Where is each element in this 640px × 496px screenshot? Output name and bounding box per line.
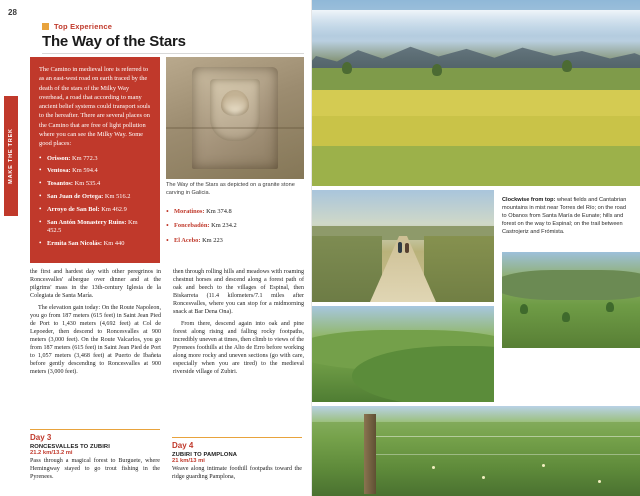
stone-seam xyxy=(166,127,304,129)
photo-rolling-hills xyxy=(312,306,494,402)
square-bullet-icon xyxy=(42,23,49,30)
day-distance: 21.2 km/13.2 mi xyxy=(30,450,73,457)
left-page xyxy=(0,0,312,496)
list-item xyxy=(166,222,304,230)
pilgrim-figure xyxy=(405,243,409,253)
place-detail: Km 234.2 xyxy=(211,222,237,230)
cloud-layer xyxy=(312,10,640,36)
body-text xyxy=(30,268,304,380)
pilgrim-figure xyxy=(398,242,402,253)
list-item xyxy=(39,167,151,175)
photo-green-valley xyxy=(502,252,640,348)
day-label: Day 3 xyxy=(30,433,52,443)
body-paragraph: then through rolling hills and meadows with roaming chestnut horses and descend along a forest path of oak and beech to the villages of Espinal, then Biskarreta (11.4 kilometers/7.1 miles after Roncesvalles, where you can stop for a midmorning snack at Bar Dena Ona). xyxy=(173,269,304,316)
title-divider xyxy=(42,53,304,54)
field-band xyxy=(312,146,640,186)
day-block-4 xyxy=(172,437,302,482)
place-detail: Km 594.4 xyxy=(72,167,98,175)
place-detail: Km 535.4 xyxy=(74,180,101,188)
place-name: Ermita San Nicolás: xyxy=(47,239,103,247)
callout-intro: The Camino in medieval lore is referred to as an east-west road on earth traced by the death of the stars of the Milky Way overhead, a road that according to many ancient belief systems could transport souls to the hereafter. There are several places on the Camino that are free of light pollution where you can see the Milky Way. Some good places: xyxy=(39,66,151,148)
caption-text: wheat fields and Cantabrian mountains in mist near Torres del Río; on the road to Obanos from Santa María de Eunate; hills and forest on the way to Espinal; on the trail between Castrojeriz and Frómista. xyxy=(502,197,627,236)
day-distance: 21 km/13 mi xyxy=(172,458,205,465)
section-kicker xyxy=(42,22,112,31)
tree-shape xyxy=(562,60,572,72)
page-title: The Way of the Stars xyxy=(42,33,186,50)
list-item xyxy=(39,180,151,188)
place-name: El Acebo: xyxy=(174,236,201,244)
list-item xyxy=(39,155,151,163)
caption-lead: Clockwise from top: xyxy=(502,197,556,203)
place-detail: Km 462.9 xyxy=(101,205,127,213)
body-paragraph: From there, descend again into oak and pine forest along rising and falling rocky footpaths, incredibly uneven at times, then climb to views of the Pyrenees foothills at the Alto de Erro before working along more rocky and uneven sections (go with care, especially when you are tired) to the medieval riverside village of Zubiri. xyxy=(173,321,304,376)
callout-place-list xyxy=(39,155,151,249)
list-item xyxy=(39,240,151,248)
wildflower xyxy=(482,476,485,479)
list-item xyxy=(39,193,151,201)
tree-shape xyxy=(562,312,570,322)
day-divider xyxy=(172,437,302,439)
place-name: San Antón Monastery Ruins: xyxy=(47,218,127,226)
wildflower xyxy=(432,466,435,469)
places-right-list xyxy=(166,208,304,251)
place-detail: Km 374.8 xyxy=(206,208,232,215)
list-item xyxy=(39,206,151,214)
fence-wire xyxy=(376,436,640,437)
body-paragraph: the first and hardest day with other peregrinos in Roncesvalles' albergue over dinner and at the pilgrims' mass in the 13th-century Iglesia de la Colegiata de Santa María. xyxy=(30,269,161,300)
place-detail: Km 452.5 xyxy=(47,218,138,234)
place-name: Orisson: xyxy=(47,154,71,162)
stone-photo-caption: The Way of the Stars as depicted on a granite stone carving in Galicia. xyxy=(166,182,295,196)
place-name: Foncebadón: xyxy=(174,222,210,230)
tree-shape xyxy=(520,304,528,314)
place-name: Tosantos: xyxy=(47,180,74,188)
place-name: Arroyo de San Bol: xyxy=(47,205,100,213)
tree-shape xyxy=(342,62,352,74)
mountain-range xyxy=(312,30,640,72)
fence-wire xyxy=(376,454,640,455)
fence-post xyxy=(364,414,376,494)
place-detail: Km 440 xyxy=(103,239,125,247)
tree-shape xyxy=(432,64,442,76)
day-block-3 xyxy=(30,429,160,482)
right-page xyxy=(312,0,640,496)
section-side-tab-label: MAKE THE TREK xyxy=(8,128,14,184)
list-item xyxy=(39,219,151,236)
place-name: San Juan de Ortega: xyxy=(47,193,104,201)
photo-meadow-fence-post xyxy=(312,406,640,496)
body-paragraph: The elevation gain today: On the Route Napoleon, you go from 187 meters (615 feet) in Saint Jean Pied de Port to 1,430 meters (4,692 feet) at Col de Lepoeder, then descend to Roncesvalles at 900 meters (3,000 feet). On the Route Valcarlos, you go from 187 meters (615 feet) in Saint Jean Pied de Port to 1,057 meters (3,468 feet) at Puerto de Ibañeta before gently descending to Roncesvalles at 900 meters (3,000 feet). xyxy=(30,305,161,376)
place-detail: Km 772.3 xyxy=(72,154,98,162)
place-detail: Km 516.2 xyxy=(104,193,131,201)
day-route: ZUBIRI TO PAMPLONA xyxy=(172,452,238,459)
scallop-shell-icon xyxy=(221,90,249,116)
grass-left xyxy=(312,236,382,302)
section-side-tab xyxy=(4,96,18,216)
stone-carving-photo xyxy=(166,57,304,179)
wildflower xyxy=(542,464,545,467)
list-item xyxy=(166,237,304,245)
place-name: Ventosa: xyxy=(47,167,71,175)
place-name: Moratinos: xyxy=(174,208,205,215)
photo-pilgrims-on-path xyxy=(312,190,494,302)
place-detail: Km 223 xyxy=(202,236,223,244)
day-route: RONCESVALLES TO ZUBIRI xyxy=(30,444,110,451)
ridge-shape xyxy=(502,270,640,300)
day-divider xyxy=(30,429,160,431)
day-description: Pass through a magical forest to Burguete, where Hemingway stayed to go trout fishing in the Pyrenees. xyxy=(30,458,160,481)
milky-way-callout xyxy=(30,57,160,263)
day-description: Weave along intimate foothill footpaths toward the ridge guarding Pamplona, xyxy=(172,466,302,481)
places-right-ul xyxy=(166,208,304,245)
grass-right xyxy=(424,236,494,302)
wildflower xyxy=(598,480,601,483)
photo-caption xyxy=(502,196,632,237)
day-label: Day 4 xyxy=(172,441,194,451)
kicker-label: Top Experience xyxy=(54,22,113,31)
sky-band xyxy=(312,406,640,422)
page-number: 28 xyxy=(8,8,17,17)
photo-wheat-fields-mountains xyxy=(312,0,640,186)
tree-shape xyxy=(606,302,614,312)
list-item xyxy=(166,208,304,216)
field-band xyxy=(312,116,640,150)
